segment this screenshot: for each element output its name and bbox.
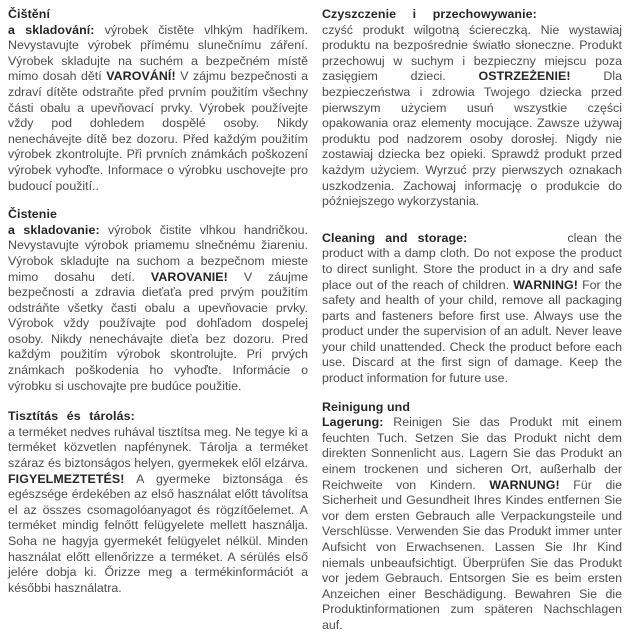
czech-body-after: V zájmu bezpečnosti a zdraví dítěte odstraňte před prvním použitím všechny části obalu a upevňovací prvky. Výrobek používejte vždy pod dohledem dospělé osoby. Nikdy nenechávejte dítě bez dozoru. Před každým použitím výrobek zkontrolujte. Při prvních známkách poškození výrobek vyhoďte. Informace o výrobku uschovejte pro budoucí použití.. — [8, 69, 308, 193]
slovak-warning-label: VAROVANIE! — [150, 269, 228, 284]
section-slovak — [8, 207, 308, 394]
section-english — [322, 231, 622, 387]
section-german — [322, 400, 622, 634]
czech-heading-line1: Čištění — [8, 7, 51, 21]
section-hungarian — [8, 409, 308, 596]
hungarian-warning-label: FIGYELMEZTETÉS! — [8, 471, 125, 486]
slovak-heading-line1: Čistenie — [8, 207, 58, 222]
english-paragraph — [322, 231, 622, 387]
german-body-after: Für die Sicherheit und Gesundheit Ihres Kindes entfernen Sie vor dem ersten Gebrauch alle Verpackungsteile und Verschlüsse. Verwenden Sie das Produkt immer unter Aufsicht von Erwachsenen. Lassen Sie Ihr Kind niemals unbeaufsichtigt. Überprüfen Sie das Produkt vor jedem Gebrauch. Entsorgen Sie es beim ersten Anzeichen einer Beschädigung. Bewahren Sie die Produktinformationen zum späteren Nachschlagen auf. — [322, 477, 622, 632]
german-heading-line1: Reinigung und — [322, 399, 411, 414]
section-polish — [322, 7, 622, 210]
slovak-paragraph — [8, 207, 308, 394]
slovak-body-after: V záujme bezpečnosti a zdravia dieťaťa pred prvým použitím odstráňte všetky časti obalu a upevňovacie prvky. Výrobok vždy používajte pod dohľadom dospelej osoby. Nikdy nenechávajte dieťa bez dozoru. Pred každým použitím výrobok skontrolujte. Pri prvých známkach poškodenia ho vyhoďte. Informácie o výrobku si uschovajte pre budúce použitie. — [8, 269, 308, 393]
english-heading: Cleaning and storage: — [322, 230, 468, 245]
english-body-before: clean the product with a damp cloth. Do not expose the product to direct sunlight. Store the product in a dry and safe place out of the reach of children. — [322, 230, 623, 292]
polish-warning-label: OSTRZEŻENIE! — [478, 69, 571, 84]
polish-heading: Czyszczenie i przechowywanie: — [322, 7, 537, 21]
german-heading-line2: Lagerung: — [322, 415, 384, 430]
czech-heading-line2: a skladování: — [8, 22, 95, 37]
german-paragraph — [322, 400, 622, 634]
hungarian-body-after: A gyermeke biztonsága és egészsége érdekében az első használat előtt távolítsa el az összes csomagolóanyagot és rögzítőelemet. A terméket mindig felnőtt felügyelete mellett használja. Soha ne hagyja gyermekét felügyelet nélkül. Minden használat előtt ellenőrizze a terméket. A sérülés első jelére dobja ki. Őrizze meg a termékinformációt a későbbi használatra. — [8, 471, 308, 595]
czech-body-before: výrobek čistěte vlhkým hadříkem. Nevystavujte výrobek přímému slunečnímu záření. Výrobek skladujte na suchém a bezpečném místě mimo dosah dětí — [8, 22, 308, 84]
hungarian-heading: Tisztítás és tárolás: — [8, 409, 135, 424]
czech-warning-label: VAROVÁNÍ! — [106, 69, 176, 84]
removed-brand-gap — [467, 241, 567, 242]
polish-body-before: czyść produkt wilgotną ściereczką. Nie wystawiaj produktu na bezpośrednie światło słoneczne. Produkt przechowuj w suchym i bezpieczny miejscu poza zasięgiem dzieci. — [322, 22, 622, 84]
german-body-before: Reinigen Sie das Produkt mit einem feuchten Tuch. Setzen Sie das Produkt nicht dem direkten Sonnenlicht aus. Lagern Sie das Produkt an einem trockenen und sicheren Ort, außerhalb der Reichweite von Kindern. — [322, 415, 622, 492]
hungarian-paragraph — [8, 409, 308, 596]
czech-paragraph — [8, 7, 308, 194]
polish-paragraph — [322, 7, 622, 210]
polish-body-after: Dla bezpieczeństwa i zdrowia Twojego dziecka przed pierwszym użyciem usuń wszystkie części opakowania oraz elementy mocujące. Zawsze używaj produktu pod nadzorem osoby dorosłej. Nigdy nie zostawiaj dziecka bez opieki. Sprawdź produkt przed każdym użyciem. Wyrzuć przy pierwszych oznakach uszkodzenia. Zachowaj informację o produkcie do późniejszego wykorzystania. — [322, 69, 622, 209]
english-warning-label: WARNING! — [513, 277, 578, 292]
german-warning-label: WARNUNG! — [489, 477, 560, 492]
left-column — [8, 7, 308, 595]
section-czech — [8, 7, 308, 194]
english-body-after: For the safety and health of your child, remove all packaging parts and fasteners before first use. Always use the product under the supervision of an adult. Never leave your child unattended. Check the product before each use. Discard at the first sign of damage. Keep the product information for future use. — [322, 277, 622, 386]
right-column — [322, 7, 623, 632]
slovak-heading-line2: a skladovanie: — [8, 222, 100, 237]
hungarian-body-before: a terméket nedves ruhával tisztítsa meg. Ne tegye ki a terméket közvetlen napfénynek. Tárolja a terméket száraz és biztonságos helyen, gyermekek elől elzárva. — [8, 424, 308, 471]
slovak-body-before: výrobok čistite vlhkou handričkou. Nevystavujte výrobok priamemu slnečnému žiareniu. Výrobok skladujte na suchom a bezpečnom mieste mimo dosahu detí. — [8, 222, 308, 284]
